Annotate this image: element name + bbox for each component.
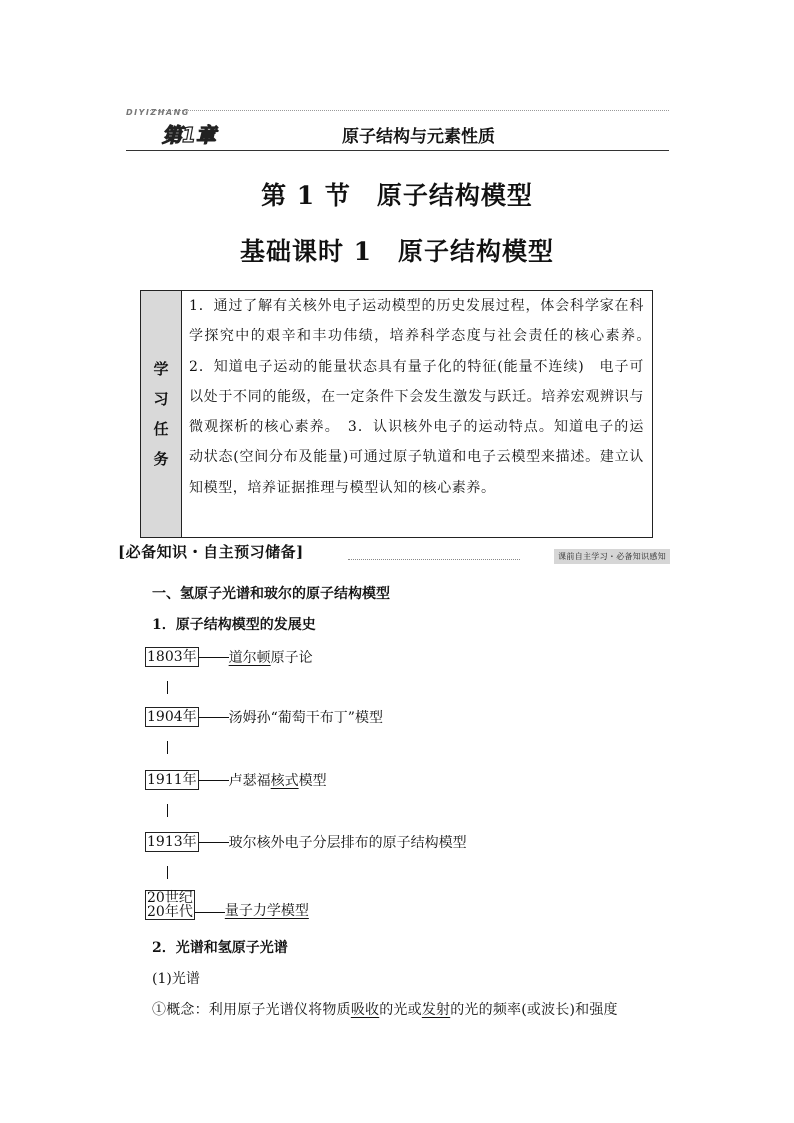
timeline-dash [195,912,225,913]
timeline-text: 汤姆孙“葡萄干布丁”模型 [228,710,383,726]
timeline-connector [167,741,168,754]
timeline-item [145,707,383,727]
chapter-title: 原子结构与元素性质 [342,127,495,147]
timeline-text: 原子论 [270,650,313,666]
knowledge-bar-title: [必备知识・自主预习储备] [118,543,304,561]
section-title: 第 1 节 原子结构模型 [261,181,533,210]
header-rule [126,150,669,151]
timeline-dash [199,657,229,658]
concept-text: 的光或 [379,1002,422,1018]
task-label-char: 学 [153,360,169,378]
learning-task-box [140,290,659,538]
timeline-text: 模型 [298,773,327,789]
timeline-connector [167,681,168,694]
lesson-title: 基础课时 1 原子结构模型 [239,237,555,266]
timeline-dash [199,780,229,781]
timeline-answer: 道尔顿 [228,650,271,666]
timeline-connector [167,804,168,817]
timeline-dash [199,842,229,843]
concept-answer: 吸收 [350,1002,380,1018]
sub-heading-spectrum: (1)光谱 [152,971,200,987]
timeline-year: 1803年 [147,649,197,665]
timeline-connector [167,866,168,879]
knowledge-section-bar [118,541,670,563]
timeline-year [145,890,195,920]
concept-text: ①概念：利用原子光谱仪将物质 [152,1002,351,1018]
task-label [141,291,182,537]
timeline-text: 玻尔核外电子分层排布的原子结构模型 [228,835,467,851]
timeline-year: 1913年 [147,834,197,850]
timeline-answer: 核式 [270,773,299,789]
heading-model-history: 1．原子结构模型的发展史 [152,617,316,633]
concept-text: 的光的频率(或波长)和强度 [450,1002,618,1018]
chapter-header [126,108,669,153]
knowledge-bar-tag: 课前自主学习・必备知识感知 [554,549,670,564]
timeline-year: 1911年 [147,772,197,788]
task-label-char: 习 [153,390,169,408]
timeline-year-line: 20年代 [147,904,193,920]
task-text: 1．通过了解有关核外电子运动模型的历史发展过程，体会科学家在科学探究中的艰辛和丰功伟绩，培养科学态度与社会责任的核心素养。 2．知道电子运动的能量状态具有量子化的特征(能量不连续) 电子可以处于不同的能级，在一定条件下会发生激发与跃迁。培养宏观辨识与微观探析的核心素养。 3．认识核外电子的运动特点。知道电子的运动状态(空间分布及能量)可通过原子轨道和电子云模型来描述。建立认知模型，培养证据推理与模型认知的核心素养。 [189,298,659,496]
timeline-item [145,890,309,920]
concept-answer: 发射 [421,1002,451,1018]
timeline-answer: 量子力学模型 [224,903,309,919]
chapter-pinyin: DIYIZHANG [126,108,190,117]
task-label-char: 务 [153,450,169,468]
concept-line [152,999,618,1019]
heading-spectrum: 2．光谱和氢原子光谱 [152,940,288,956]
heading-hydrogen-spectrum: 一、氢原子光谱和玻尔的原子结构模型 [152,586,390,602]
timeline-item [145,832,467,852]
header-dotted-line [150,110,669,111]
timeline-dash [199,717,229,718]
knowledge-bar-line [348,559,520,560]
timeline-text: 卢瑟福 [228,773,271,789]
timeline-year-line: 20世纪 [147,890,193,906]
chapter-label: 第1章 [162,123,216,147]
task-label-char: 任 [153,420,169,438]
timeline-year: 1904年 [147,709,197,725]
timeline-item [145,770,327,790]
timeline-item [145,647,313,667]
